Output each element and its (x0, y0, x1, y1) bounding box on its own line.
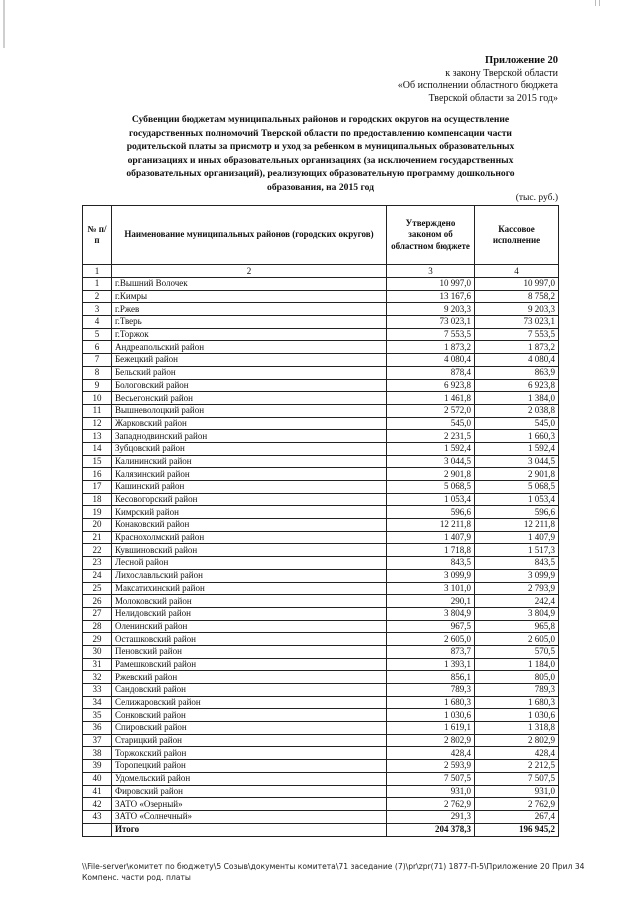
approved-amount: 856,1 (387, 671, 475, 684)
row-number: 8 (83, 366, 112, 379)
total-row (83, 823, 559, 836)
table-row (83, 595, 559, 608)
municipality-name: Рамешковский район (112, 658, 387, 671)
row-number: 39 (83, 760, 112, 773)
total-label: Итого (112, 823, 387, 836)
approved-amount: 873,7 (387, 645, 475, 658)
approved-amount: 7 507,5 (387, 772, 475, 785)
row-number: 22 (83, 544, 112, 557)
municipality-name: ЗАТО «Солнечный» (112, 810, 387, 823)
executed-amount: 6 923,8 (475, 379, 559, 392)
executed-amount: 1 660,3 (475, 430, 559, 443)
row-number: 29 (83, 633, 112, 646)
appendix-line-1: к закону Тверской области (445, 67, 558, 79)
executed-amount: 1 680,3 (475, 696, 559, 709)
executed-amount: 545,0 (475, 417, 559, 430)
row-number: 20 (83, 519, 112, 532)
row-number: 32 (83, 671, 112, 684)
table-row (83, 709, 559, 722)
executed-amount: 931,0 (475, 785, 559, 798)
table-row (83, 328, 559, 341)
executed-amount: 5 068,5 (475, 481, 559, 494)
approved-amount: 3 101,0 (387, 582, 475, 595)
approved-amount: 1 592,4 (387, 442, 475, 455)
approved-amount: 12 211,8 (387, 519, 475, 532)
municipality-name: Кашинский район (112, 481, 387, 494)
executed-amount: 3 804,9 (475, 607, 559, 620)
table-body (83, 265, 559, 824)
row-number: 3 (83, 303, 112, 316)
municipality-name: Нелидовский район (112, 607, 387, 620)
approved-amount: 9 203,3 (387, 303, 475, 316)
municipality-name: Жарковский район (112, 417, 387, 430)
row-number: 33 (83, 684, 112, 697)
executed-amount: 12 211,8 (475, 519, 559, 532)
table-row (83, 734, 559, 747)
approved-amount: 10 997,0 (387, 278, 475, 291)
approved-amount: 2 802,9 (387, 734, 475, 747)
municipality-name: Лесной район (112, 557, 387, 570)
row-number: 16 (83, 468, 112, 481)
table-row (83, 798, 559, 811)
row-number: 14 (83, 442, 112, 455)
header-name: Наименование муниципальных районов (городских округов) (112, 206, 387, 265)
executed-amount: 843,5 (475, 557, 559, 570)
municipality-name: Селижаровский район (112, 696, 387, 709)
executed-amount: 2 762,9 (475, 798, 559, 811)
approved-amount: 1 461,8 (387, 392, 475, 405)
approved-amount: 3 804,9 (387, 607, 475, 620)
table-row (83, 582, 559, 595)
table-row (83, 633, 559, 646)
table-row (83, 278, 559, 291)
table-row (83, 341, 559, 354)
approved-amount: 7 553,5 (387, 328, 475, 341)
approved-amount: 967,5 (387, 620, 475, 633)
approved-amount: 1 680,3 (387, 696, 475, 709)
approved-amount: 1 718,8 (387, 544, 475, 557)
executed-amount: 73 023,1 (475, 316, 559, 329)
municipality-name: Западнодвинский район (112, 430, 387, 443)
approved-amount: 2 231,5 (387, 430, 475, 443)
table-row (83, 316, 559, 329)
column-number: 3 (387, 265, 475, 278)
municipality-name: г.Вышний Волочек (112, 278, 387, 291)
municipality-name: Молоковский район (112, 595, 387, 608)
column-number: 2 (112, 265, 387, 278)
executed-amount: 863,9 (475, 366, 559, 379)
municipality-name: г.Ржев (112, 303, 387, 316)
appendix-header (398, 55, 558, 105)
municipality-name: Краснохолмский район (112, 531, 387, 544)
approved-amount: 3 044,5 (387, 455, 475, 468)
appendix-line-2: «Об исполнении областного бюджета (397, 80, 558, 91)
executed-amount: 3 044,5 (475, 455, 559, 468)
file-path-line-1: \\File-server\комитет по бюджету\5 Созыв\документы комитета\71 заседание (7)\pr\zpr(71) 1877-П-5\Приложение 20 Прил 34 (82, 862, 585, 871)
municipality-name: Лихославльский район (112, 569, 387, 582)
row-number: 35 (83, 709, 112, 722)
approved-amount: 290,1 (387, 595, 475, 608)
approved-amount: 1 619,1 (387, 722, 475, 735)
row-number: 27 (83, 607, 112, 620)
executed-amount: 1 873,2 (475, 341, 559, 354)
row-number: 28 (83, 620, 112, 633)
row-number: 4 (83, 316, 112, 329)
table-row (83, 468, 559, 481)
executed-amount: 3 099,9 (475, 569, 559, 582)
table-row (83, 607, 559, 620)
municipality-name: Пеновский район (112, 645, 387, 658)
row-number: 17 (83, 481, 112, 494)
row-number: 25 (83, 582, 112, 595)
municipality-name: Торжокский район (112, 747, 387, 760)
row-number: 7 (83, 354, 112, 367)
executed-amount: 1 053,4 (475, 493, 559, 506)
row-number: 15 (83, 455, 112, 468)
units-label: (тыс. руб.) (515, 193, 558, 203)
table-row (83, 722, 559, 735)
approved-amount: 1 030,6 (387, 709, 475, 722)
municipality-name: Удомельский район (112, 772, 387, 785)
table-row (83, 696, 559, 709)
municipality-name: Бежецкий район (112, 354, 387, 367)
approved-amount: 931,0 (387, 785, 475, 798)
municipality-name: ЗАТО «Озерный» (112, 798, 387, 811)
executed-amount: 8 758,2 (475, 290, 559, 303)
approved-amount: 2 593,9 (387, 760, 475, 773)
file-path-line-2: Компенс. части род. платы (82, 873, 191, 882)
executed-amount: 965,8 (475, 620, 559, 633)
header-num: № п/п (83, 206, 112, 265)
executed-amount: 242,4 (475, 595, 559, 608)
municipality-name: Весьегонский район (112, 392, 387, 405)
subsidies-table (82, 205, 559, 837)
approved-amount: 1 393,1 (387, 658, 475, 671)
municipality-name: Ржевский район (112, 671, 387, 684)
row-number: 6 (83, 341, 112, 354)
scan-corner-mark (595, 0, 600, 6)
executed-amount: 428,4 (475, 747, 559, 760)
row-number: 37 (83, 734, 112, 747)
executed-amount: 7 507,5 (475, 772, 559, 785)
municipality-name: Кимрский район (112, 506, 387, 519)
table-row (83, 671, 559, 684)
municipality-name: г.Кимры (112, 290, 387, 303)
row-number: 18 (83, 493, 112, 506)
row-number: 5 (83, 328, 112, 341)
municipality-name: Бологовский район (112, 379, 387, 392)
executed-amount: 10 997,0 (475, 278, 559, 291)
row-number: 34 (83, 696, 112, 709)
approved-amount: 789,3 (387, 684, 475, 697)
row-number: 30 (83, 645, 112, 658)
row-number: 13 (83, 430, 112, 443)
table-row (83, 455, 559, 468)
table-row (83, 531, 559, 544)
municipality-name: Калязинский район (112, 468, 387, 481)
table-row (83, 569, 559, 582)
row-number: 36 (83, 722, 112, 735)
table-row (83, 392, 559, 405)
executed-amount: 2 212,5 (475, 760, 559, 773)
row-number: 40 (83, 772, 112, 785)
approved-amount: 843,5 (387, 557, 475, 570)
column-numbers-row (83, 265, 559, 278)
executed-amount: 2 605,0 (475, 633, 559, 646)
row-number: 24 (83, 569, 112, 582)
approved-amount: 2 762,9 (387, 798, 475, 811)
approved-amount: 1 407,9 (387, 531, 475, 544)
table-row (83, 430, 559, 443)
executed-amount: 1 592,4 (475, 442, 559, 455)
executed-amount: 2 802,9 (475, 734, 559, 747)
table-row (83, 785, 559, 798)
approved-amount: 596,6 (387, 506, 475, 519)
municipality-name: Кувшиновский район (112, 544, 387, 557)
executed-amount: 596,6 (475, 506, 559, 519)
document-title: Субвенции бюджетам муниципальных районов и городских округов на осуществление государственных полномочий Тверской области по предоставлению компенсации части родительской платы за присмотр и уход за ребенком в муниципальных образовательных организациях и иных образовательных организациях (за исключением государственных образовательных организаций), реализующих образовательную программу дошкольного образования, на 2015 год (126, 114, 515, 193)
municipality-name: г.Торжок (112, 328, 387, 341)
table-row (83, 481, 559, 494)
approved-amount: 2 901,8 (387, 468, 475, 481)
row-number: 42 (83, 798, 112, 811)
approved-amount: 1 873,2 (387, 341, 475, 354)
executed-amount: 1 407,9 (475, 531, 559, 544)
table-row (83, 379, 559, 392)
table-row (83, 544, 559, 557)
row-number: 23 (83, 557, 112, 570)
municipality-name: Торопецкий район (112, 760, 387, 773)
row-number: 19 (83, 506, 112, 519)
appendix-title: Приложение 20 (485, 55, 558, 66)
table-row (83, 760, 559, 773)
table-row (83, 290, 559, 303)
row-number: 31 (83, 658, 112, 671)
municipality-name: Спировский район (112, 722, 387, 735)
header-approved: Утверждено законом об областном бюджете (387, 206, 475, 265)
row-number: 38 (83, 747, 112, 760)
row-number: 43 (83, 810, 112, 823)
approved-amount: 3 099,9 (387, 569, 475, 582)
table-row (83, 772, 559, 785)
executed-amount: 570,5 (475, 645, 559, 658)
executed-amount: 2 038,8 (475, 404, 559, 417)
row-number: 12 (83, 417, 112, 430)
executed-amount: 267,4 (475, 810, 559, 823)
executed-amount: 805,0 (475, 671, 559, 684)
total-num-cell (83, 823, 112, 836)
approved-amount: 291,3 (387, 810, 475, 823)
approved-amount: 73 023,1 (387, 316, 475, 329)
approved-amount: 13 167,6 (387, 290, 475, 303)
municipality-name: Оленинский район (112, 620, 387, 633)
approved-amount: 878,4 (387, 366, 475, 379)
table-row (83, 506, 559, 519)
column-number: 4 (475, 265, 559, 278)
table-row (83, 645, 559, 658)
table-row (83, 810, 559, 823)
executed-amount: 789,3 (475, 684, 559, 697)
municipality-name: Вышневолоцкий район (112, 404, 387, 417)
municipality-name: Бельский район (112, 366, 387, 379)
executed-amount: 9 203,3 (475, 303, 559, 316)
approved-amount: 2 605,0 (387, 633, 475, 646)
table-row (83, 366, 559, 379)
row-number: 11 (83, 404, 112, 417)
table-row (83, 417, 559, 430)
approved-amount: 6 923,8 (387, 379, 475, 392)
row-number: 21 (83, 531, 112, 544)
executed-amount: 1 517,3 (475, 544, 559, 557)
municipality-name: Сонковский район (112, 709, 387, 722)
executed-amount: 1 384,0 (475, 392, 559, 405)
total-approved: 204 378,3 (387, 823, 475, 836)
executed-amount: 1 318,8 (475, 722, 559, 735)
table-row (83, 303, 559, 316)
table-row (83, 747, 559, 760)
municipality-name: Андреапольский район (112, 341, 387, 354)
row-number: 10 (83, 392, 112, 405)
table-row (83, 354, 559, 367)
executed-amount: 4 080,4 (475, 354, 559, 367)
approved-amount: 5 068,5 (387, 481, 475, 494)
executed-amount: 7 553,5 (475, 328, 559, 341)
header-executed: Кассовое исполнение (475, 206, 559, 265)
file-path-footer (82, 861, 602, 883)
approved-amount: 1 053,4 (387, 493, 475, 506)
table-header-row (83, 206, 559, 265)
municipality-name: г.Тверь (112, 316, 387, 329)
approved-amount: 2 572,0 (387, 404, 475, 417)
table-row (83, 557, 559, 570)
table-row (83, 404, 559, 417)
table-row (83, 442, 559, 455)
approved-amount: 4 080,4 (387, 354, 475, 367)
municipality-name: Фировский район (112, 785, 387, 798)
table-row (83, 684, 559, 697)
table-row (83, 620, 559, 633)
approved-amount: 545,0 (387, 417, 475, 430)
municipality-name: Осташковский район (112, 633, 387, 646)
row-number: 26 (83, 595, 112, 608)
municipality-name: Калининский район (112, 455, 387, 468)
total-executed: 196 945,2 (475, 823, 559, 836)
municipality-name: Конаковский район (112, 519, 387, 532)
scan-edge-mark (3, 0, 5, 48)
municipality-name: Зубцовский район (112, 442, 387, 455)
executed-amount: 2 901,8 (475, 468, 559, 481)
row-number: 1 (83, 278, 112, 291)
municipality-name: Старицкий район (112, 734, 387, 747)
municipality-name: Кесовогорский район (112, 493, 387, 506)
table-row (83, 519, 559, 532)
executed-amount: 1 030,6 (475, 709, 559, 722)
row-number: 41 (83, 785, 112, 798)
approved-amount: 428,4 (387, 747, 475, 760)
table-row (83, 493, 559, 506)
row-number: 9 (83, 379, 112, 392)
executed-amount: 1 184,0 (475, 658, 559, 671)
municipality-name: Максатихинский район (112, 582, 387, 595)
column-number: 1 (83, 265, 112, 278)
appendix-line-3: Тверской области за 2015 год» (428, 92, 558, 104)
municipality-name: Сандовский район (112, 684, 387, 697)
table-row (83, 658, 559, 671)
executed-amount: 2 793,9 (475, 582, 559, 595)
row-number: 2 (83, 290, 112, 303)
